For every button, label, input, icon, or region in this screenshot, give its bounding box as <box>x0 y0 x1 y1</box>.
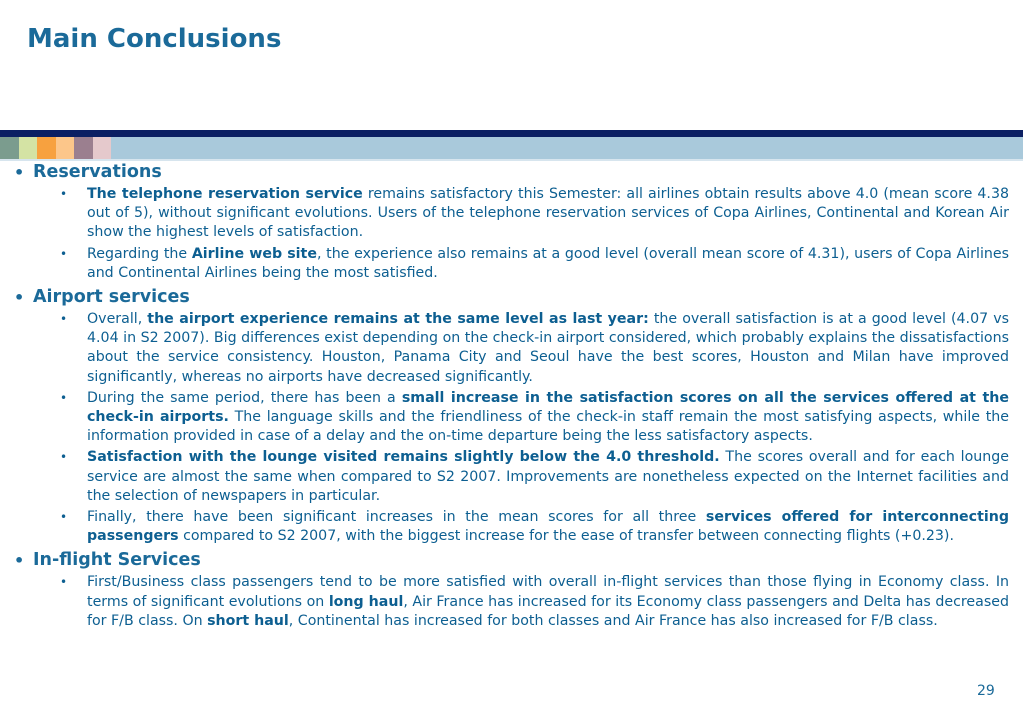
bullet-icon: • <box>60 450 68 465</box>
bullet-icon: • <box>60 246 68 261</box>
body-text: Regarding the <box>87 245 192 262</box>
bullet-icon: • <box>60 187 68 201</box>
section-heading <box>14 162 1009 183</box>
body-text: First/Business class passengers tend to be more satisfied with overall in-flight services than those flying in Economy class. In terms of significant evolutions on <box>87 574 1009 610</box>
body-text: the overall satisfaction is at a good level (4.07 vs 4.04 in S2 2007). Big differences exist depending on the check-in airport considered, which probably explains the dissatisfactions about the service consistency. Houston, Panama City and Seoul have the best scores, Houston and Milan have improved significantly, whereas no airports have decreased significantly. <box>87 311 1009 385</box>
bullet-point <box>60 508 1009 546</box>
body-text: The scores overall and for each lounge service are almost the same when compared to S2 2007. Improvements are nonetheless expected on the Internet facilities and the selection of newspapers in particular. <box>87 449 1009 504</box>
body-text: Overall, <box>87 311 148 328</box>
page-title: Main Conclusions <box>27 24 282 54</box>
bullet-icon: • <box>60 312 68 327</box>
body-text: compared to S2 2007, with the biggest increase for the ease of transfer between connecting flights (+0.23). <box>178 528 954 545</box>
section <box>14 162 1009 283</box>
emphasis-text: small increase in the satisfaction scores on all the services offered at the check-in airports. <box>87 389 1009 426</box>
section-heading <box>14 550 1009 571</box>
page-number: 29 <box>977 683 995 699</box>
bullet-icon: • <box>14 163 25 182</box>
bullet-icon: • <box>60 510 68 525</box>
body-text: During the same period, there has been a <box>87 389 402 406</box>
color-swatch <box>37 137 56 159</box>
bullet-icon: • <box>60 575 68 590</box>
body-text: , Continental has increased for both classes and Air France has also increased for F/B class. <box>288 612 938 629</box>
section <box>14 287 1009 546</box>
bullet-icon: • <box>14 551 25 571</box>
bullet-point <box>60 573 1009 631</box>
section-heading-text: Reservations <box>33 162 162 182</box>
header-divider-shadow <box>0 159 1023 161</box>
bullet-point <box>60 389 1010 447</box>
body-text: remains satisfactory this Semester: all airlines obtain results above 4.0 (mean score 4.38 out of 5), without significant evolutions. Users of the telephone reservation services of Copa Airlines, Continental and Korean Air show the highest levels of satisfaction. <box>87 186 1009 241</box>
emphasis-text: long haul <box>328 593 404 610</box>
section-heading-text: In-flight Services <box>33 550 201 571</box>
bullet-icon: • <box>60 390 68 405</box>
emphasis-text: The telephone reservation service <box>87 186 363 202</box>
section <box>14 550 1009 631</box>
emphasis-text: services offered for interconnecting passengers <box>87 509 1009 545</box>
emphasis-text: the airport experience remains at the same level as last year: <box>147 311 649 328</box>
header-divider-dark <box>0 130 1023 137</box>
emphasis-text: Airline web site <box>191 245 317 262</box>
color-swatch-strip <box>0 137 111 159</box>
body-text: , Air France has increased for its Economy class passengers and Delta has decreased for F/B class. On <box>87 593 1009 629</box>
body-text: Finally, there have been significant increases in the mean scores for all three <box>87 509 706 526</box>
bullet-point <box>60 310 1009 387</box>
bullet-point <box>60 185 1009 243</box>
bullet-point <box>60 448 1009 506</box>
section-heading-text: Airport services <box>33 287 190 308</box>
header-divider-light <box>0 137 1023 159</box>
body-text: The language skills and the friendliness of the check-in staff remain the most satisfying aspects, while the information provided in case of a delay and the on-time departure being the less satisfactory aspects. <box>87 409 1010 445</box>
color-swatch <box>74 137 93 159</box>
color-swatch <box>0 137 19 159</box>
section-heading <box>14 287 1009 308</box>
color-swatch <box>19 137 38 159</box>
body-text: , the experience also remains at a good level (overall mean score of 4.31), users of Copa Airlines and Continental Airlines being the most satisfied. <box>87 245 1009 281</box>
emphasis-text: Satisfaction with the lounge visited remains slightly below the 4.0 threshold. <box>87 449 720 466</box>
conclusions-body <box>14 162 1009 635</box>
color-swatch <box>93 137 112 159</box>
color-swatch <box>56 137 75 159</box>
bullet-icon: • <box>14 288 25 308</box>
bullet-point <box>60 245 1009 283</box>
emphasis-text: short haul <box>207 612 289 629</box>
